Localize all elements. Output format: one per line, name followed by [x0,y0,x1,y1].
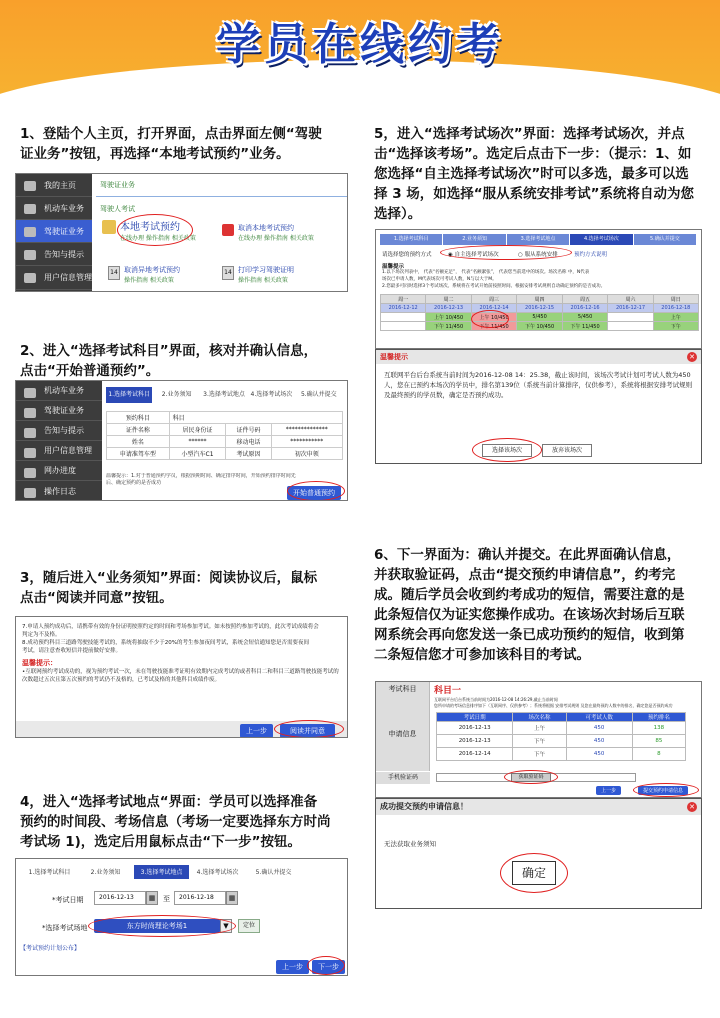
ok-button[interactable]: 确定 [512,861,556,885]
step-2-text [20,341,350,381]
table-cell: 下午 [513,735,566,748]
apply-table [436,712,686,761]
session-cell[interactable]: 下午 11/450 [562,322,608,331]
table-row [437,722,686,735]
back-button[interactable]: 上一步 [596,786,621,795]
abandon-session-button[interactable]: 放弃该场次 [542,444,592,457]
day-header: 周一 [381,295,426,304]
card-links[interactable]: 在线办理 操作指南 相关政策 [238,235,314,242]
schedule-table [380,294,699,331]
option-system[interactable]: ○ 服从系统安排 [518,252,558,258]
info-table [106,411,343,460]
cell: 预约科目 [107,412,170,424]
calendar-icon: 14 [108,266,120,280]
tab[interactable]: 4.选择考试场次 [248,387,295,403]
get-captcha-button[interactable]: 获取验证码 [511,773,551,782]
hint-line: 1.以下场次列表中， 代表“名额充足”， 代表“名额紧张”， 代表您当前选中的场次。场次名称 中，N代表 [382,270,590,275]
screenshot-notice [15,616,348,738]
calendar-icon[interactable]: ▦ [226,891,238,905]
table-cell: 下午 [513,748,566,761]
close-icon[interactable]: ✕ [687,352,697,362]
back-button[interactable]: 上一步 [276,960,309,974]
date-cell: 2016-12-18 [653,304,698,313]
step-line: 6、下一界面为：确认并提交。在此界面确认信息， [374,547,681,563]
section-title: 驾驶证业务 [100,181,135,189]
date-from-input[interactable]: 2016-12-13 [94,891,146,905]
dialog-text: 互联网平台后台系统当前时间为2016-12-08 14：25.38，截止该时间，该场次考试计划可考试人数为450人，您在已预约本场次的学员中，排名第139位（系统当前计算排序，仅供参考），系统将根据安排考试规则及最终预约的学员数，确定是否预约成功。 [384,371,693,399]
cell: ************** [271,424,342,436]
choose-session-button[interactable]: 选择该场次 [482,444,532,457]
step-line: 证业务”按钮，再选择“本地考试预约”业务。 [20,146,290,162]
table-cell: 8 [632,748,685,761]
tab[interactable]: 2.业务须知 [153,387,200,403]
locate-button[interactable] [238,919,260,933]
locate-label: 定位 [243,922,256,929]
info-line: 互联网平台后台系统当前时间为2016-12-08 14:26:29,截止当前时间 [434,697,558,702]
date-cell: 2016-12-14 [471,304,517,313]
table-cell: 85 [632,735,685,748]
day-header: 周五 [562,295,608,304]
step-line: 点击“阅读并同意”按钮。 [20,590,173,606]
warn-title: 温馨提示： [22,659,57,667]
sidebar-item[interactable]: 用户信息管理 [16,266,92,290]
card-print-cert[interactable]: 打印学习驾驶证明 [238,266,294,274]
step-line: 成。随后学员会收到约考成功的短信，需要注意的是 [374,587,685,603]
card-links[interactable]: 在线办理 操作指南 相关政策 [120,235,196,242]
step-line: 您选择“自主选择考试场次”时可以多选，最多可以选 [374,166,689,182]
calendar-icon: 14 [222,266,234,280]
session-cell[interactable]: 下午 10/450 [517,322,563,331]
table-cell: 2016-12-13 [437,722,513,735]
table-cell: 138 [632,722,685,735]
session-cell[interactable] [608,322,653,331]
session-cell[interactable] [381,313,426,322]
highlight-ring [633,783,699,797]
step-tabs [380,234,697,245]
day-header: 周四 [517,295,563,304]
highlight-ring [307,956,345,975]
tab[interactable]: 3.选择考试地点 [201,387,248,403]
apply-label: 申请信息 [376,696,430,771]
sidebar-item[interactable]: 告知与提示 [16,421,102,441]
plan-link[interactable]: 【考试预约计划公布】 [20,945,81,952]
session-cell[interactable]: 5/450 [517,313,563,322]
step-tabs [106,387,343,403]
place-label: *选择考试场地 [42,924,88,932]
chevron-down-icon[interactable]: ▼ [220,919,232,933]
table-cell: 450 [566,722,632,735]
dialog-title: 成功提交预约申请信息！ [376,799,701,815]
dialog-success [375,798,702,909]
option-self[interactable]: ◉ 自主选择考试场次 [448,252,499,258]
cell: 移动电话 [226,436,271,448]
cancel-icon [222,224,234,236]
session-cell[interactable] [608,313,653,322]
tab[interactable]: 2.业务须知 [443,234,506,245]
card-links[interactable]: 操作指南 相关政策 [124,277,174,284]
table-cell: 上午 [513,722,566,735]
screenshot-confirm [375,681,702,798]
sidebar-item[interactable]: 机动车业务 [16,381,102,401]
tab[interactable]: 3.选择考试地点 [134,865,190,879]
highlight-ring [471,310,509,328]
column-header: 预约排名 [632,713,685,722]
step-5-text [374,124,714,224]
sidebar-item[interactable]: 操作日志 [16,481,102,501]
tab[interactable]: 5.确认并提交 [634,234,697,245]
sidebar-item[interactable]: 网办进度 [16,461,102,481]
cell: ****** [169,436,226,448]
tab[interactable]: 2.业务须知 [78,865,134,879]
step-line: 预约的时间段、考场信息（考场一定要选择东方时尚 [20,814,331,830]
cell: 初次申领 [271,448,342,460]
date-to-label: 至 [163,895,170,903]
sidebar-item[interactable]: 机动车业务 [16,197,92,220]
hint-line: 场次已申请人数，M代表场次可考试人数，N与以大于M。 [382,277,497,282]
schedule-row [381,322,699,331]
cell: *********** [271,436,342,448]
step-line: 此条短信仅为证实您操作成功。在该场次封场后互联 [374,607,685,623]
step-4-text [20,792,350,852]
step-tabs [22,865,302,879]
cell: 姓名 [107,436,170,448]
step-line: 网系统会再向您发送一条已成功预约的短信，收到第 [374,627,685,643]
step-line: 3，随后进入“业务须知”界面：阅读协议后，鼠标 [20,570,318,586]
step-line: 2、进入“选择考试科目”界面，核对并确认信息， [20,343,318,359]
column-header: 考试日期 [437,713,513,722]
date-label: *考试日期 [52,896,84,904]
cell: 居民身份证 [169,424,226,436]
tab[interactable]: 5.确认并提交 [246,865,302,879]
hint-line: 2.您最多可同时选择3个考试场次。系统将在考试开始前按照时间、根据安排考试规则自动确定预约的是否成功。 [382,284,606,289]
option-label: 服从系统安排 [524,252,558,258]
sub-title: 驾驶人考试 [100,205,135,213]
session-cell[interactable]: 下午 11/450 [471,322,517,331]
tab[interactable]: 4.选择考试场次 [190,865,246,879]
note: 温馨提示：1.对于普通预约学员，根据预期时间、确定排序时间，开始预约排序时间先后、确定预约的是否成功 [106,473,296,486]
highlight-ring [440,245,572,260]
card-local-booking[interactable]: 本地考试预约 [120,222,180,233]
highlight-ring [88,915,236,937]
session-cell[interactable]: 下午 [653,322,698,331]
step-1-text [20,124,350,164]
schedule-row [381,313,699,322]
tab[interactable]: 1.选择考试科目 [380,234,443,245]
card-links[interactable]: 操作指南 相关政策 [238,277,288,284]
date-cell: 2016-12-17 [608,304,653,313]
table-cell: 450 [566,735,632,748]
hint-text [382,269,698,290]
step-line: 击“选择该考场”。选定后点击下一步：（提示：1、如 [374,146,692,162]
date-to-input[interactable]: 2016-12-18 [174,891,226,905]
sidebar [16,381,102,500]
start-booking-button[interactable]: 开始普通预约 [287,486,341,500]
table-cell: 450 [566,748,632,761]
step-line: 选择）。 [374,206,422,222]
session-cell[interactable]: 上午 [653,313,698,322]
exam-icon [102,220,116,234]
date-cell: 2016-12-15 [517,304,563,313]
screenshot-select-subject [15,380,348,501]
cell: 科目 [169,412,342,424]
step-line: 4，进入“选择考试地点“界面：学员可以选择准备 [20,794,318,810]
session-cell[interactable] [381,322,426,331]
submit-button[interactable]: 提交预约申请信息 [638,786,688,795]
table-row [437,748,686,761]
step-line: 二条短信您才可参加该科目的考试。 [374,647,590,663]
table-cell: 2016-12-13 [437,735,513,748]
sidebar-item[interactable]: 驾驶证业务 [16,401,102,421]
notice-line: 考试，请注意查收短信并提前做好安排。 [22,648,122,654]
session-cell[interactable]: 上午 10/450 [426,313,472,322]
dialog-title: 温馨提示 [376,350,701,364]
highlight-ring [504,770,558,784]
sidebar [16,174,92,291]
day-header: 周六 [608,295,653,304]
session-cell[interactable]: 上午 10/450 [471,313,517,322]
tab[interactable]: 3.选择考试地点 [507,234,570,245]
step-line: 1、登陆个人主页，打开界面，点击界面左侧“驾驶 [20,126,322,142]
tab[interactable]: 4.选择考试场次 [570,234,633,245]
notice-line: 判定为不及格。 [22,632,61,638]
session-cell[interactable]: 下午 11/450 [426,322,472,331]
cell: 小型汽车C1 [169,448,226,460]
step-line: 5，进入“选择考试场次”界面：选择考试场次，并点 [374,126,685,142]
table-cell: 2016-12-14 [437,748,513,761]
sidebar-item[interactable]: 我的主页 [16,174,92,197]
sidebar-item-license[interactable]: 驾驶证业务 [16,220,92,243]
date-cell: 2016-12-13 [426,304,472,313]
day-header: 周日 [653,295,698,304]
table-header-row [437,713,686,722]
dialog-text: 无法获取业务须知 [384,840,436,848]
date-cell: 2016-12-12 [381,304,426,313]
cell: 证件号码 [226,424,271,436]
column-header: 可考试人数 [566,713,632,722]
card-cancel-remote[interactable]: 取消异地考试预约 [124,266,180,274]
schedule-row [381,295,699,304]
mode-help-link[interactable]: 预约方式说明 [574,252,608,258]
screenshot-home [15,173,348,292]
subject-value: 科目一 [434,686,462,696]
step-6-text [374,545,714,665]
date-cell: 2016-12-16 [562,304,608,313]
sidebar-item[interactable]: 用户信息管理 [16,441,102,461]
tab[interactable]: 1.选择考试科目 [106,387,153,403]
page-title: 学员在线约考 [216,19,504,70]
cell: 考试原因 [226,448,271,460]
divider [96,196,347,197]
highlight-ring [287,481,345,501]
place-select[interactable]: 东方时尚理论考场1 [94,919,220,933]
mode-label: 请选择您的预约方式 [382,252,432,258]
highlight-ring [274,720,344,738]
tab[interactable]: 1.选择考试科目 [22,865,78,879]
header-banner [0,0,720,112]
info-line: 您所申请的考场信息排序如下（互联网序、仅供参考）；系统将根据 安排考试规则 及您在最终预约人数中的排名，确定您是否预约成功 [434,703,673,708]
step-3-text [20,568,350,608]
highlight-ring [472,438,542,462]
captcha-label: 手机验证码 [376,772,430,784]
step-line: 点击“开始普通预约”。 [20,363,160,379]
screenshot-select-place [15,858,348,976]
day-header: 周三 [471,295,517,304]
close-icon[interactable]: ✕ [687,802,697,812]
hint-title: 温馨提示 [382,264,405,270]
sidebar-item[interactable]: 告知与提示 [16,243,92,266]
info-text [434,697,698,709]
highlight-ring [500,853,568,893]
agree-button[interactable]: 阅读并同意 [280,724,335,738]
step-line: 考试场 1)，选定后用鼠标点击“下一步”按钮。 [20,834,302,850]
column-header: 场次名称 [513,713,566,722]
step-line: 并获取验证码，点击“提交预约申请信息”，约考完 [374,567,676,583]
card-cancel-booking[interactable]: 取消本地考试预约 [238,224,294,232]
subject-label: 考试科目 [376,682,430,696]
table-row [437,735,686,748]
schedule-row [381,304,699,313]
highlight-ring [117,214,193,246]
notice-line: 8.成功预约科目三道路驾驶技能考试的，系统将抽取不少于20%的考生参加夜间考试，系统会短信通知您是否需要夜间 [22,640,309,646]
calendar-icon[interactable]: ▦ [146,891,158,905]
notice-text [22,623,342,655]
cell: 证件名称 [107,424,170,436]
day-header: 周二 [426,295,472,304]
step-line: 择 3 场，如选择“服从系统安排考试”系统将自动为您 [374,186,695,202]
notice-line: 7.申请人预约成功后，请携带有效的身份证明按照约定的时间和考场参加考试。如未按照约参加考试的，此次考试成绩将会 [22,624,319,630]
option-label: 自主选择考试场次 [454,252,499,258]
next-button[interactable]: 下一步 [312,960,345,974]
screenshot-select-session [375,229,702,349]
back-button[interactable]: 上一步 [240,724,273,738]
warn-text: •互联网预约考试成功的，视为预约考试一次，未在驾驶技能准考证明有效期内完成考试的或者科目二和科目三道路驾驶技能考试的次数超过五次且第五次预约的考试仍不及格的，已考试及格的其他科目成绩作废。 [22,669,339,683]
dialog-reminder [375,349,702,464]
session-cell[interactable]: 5/450 [562,313,608,322]
tab[interactable]: 5.确认并提交 [296,387,343,403]
cell: 申请准驾车型 [107,448,170,460]
